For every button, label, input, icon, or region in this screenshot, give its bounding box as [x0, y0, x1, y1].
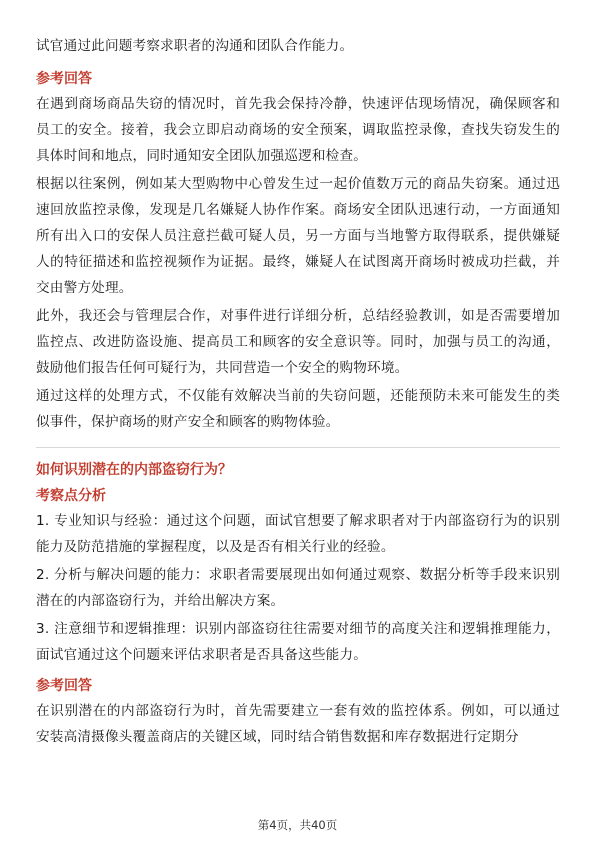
analysis-label: 考察点分析: [36, 488, 106, 504]
analysis-point: 3. 注意细节和逻辑推理：识别内部盗窃往往需要对细节的高度关注和逻辑推理能力，面试官通过这个问题来评估求职者是否具备这些能力。: [36, 621, 560, 663]
answer-paragraph: 根据以往案例，例如某大型购物中心曾发生过一起价值数万元的商品失窃案。通过迅速回放监控录像，发现是几名嫌疑人协作作案。商场安全团队迅速行动，一方面通知所有出入口的安保人员注意拦截可疑人员，另一方面与当地警方取得联系，提供嫌疑人的特征描述和监控视频作为证据。最终，嫌疑人在试图离开商场时被成功拦截，并交由警方处理。: [36, 176, 560, 296]
intro-text: 试官通过此问题考察求职者的沟通和团队合作能力。: [36, 38, 354, 54]
reference-answer-label: 参考回答: [36, 678, 92, 694]
page-content: [36, 33, 560, 752]
page-number: 第4页，共40页: [257, 818, 338, 832]
analysis-point: 1. 专业知识与经验：通过这个问题，面试官想要了解求职者对于内部盗窃行为的识别能力及防范措施的掌握程度，以及是否有相关行业的经验。: [36, 513, 560, 555]
reference-answer-label: 参考回答: [36, 71, 92, 87]
answer-paragraph: 此外，我还会与管理层合作，对事件进行详细分析，总结经验教训，如是否需要增加监控点、改进防盗设施、提高员工和顾客的安全意识等。同时，加强与员工的沟通，鼓励他们报告任何可疑行为，共同营造一个安全的购物环境。: [36, 308, 560, 376]
section-divider: [36, 447, 560, 448]
question-heading: 如何识别潜在的内部盗窃行为？: [36, 462, 232, 478]
answer-paragraph: 通过这样的处理方式，不仅能有效解决当前的失窃问题，还能预防未来可能发生的类似事件，保护商场的财产安全和顾客的购物体验。: [36, 388, 560, 430]
answer-paragraph: 在遇到商场商品失窃的情况时，首先我会保持冷静，快速评估现场情况，确保顾客和员工的安全。接着，我会立即启动商场的安全预案，调取监控录像，查找失窃发生的具体时间和地点，同时通知安全团队加强巡逻和检查。: [36, 96, 560, 164]
answer-paragraph: 在识别潜在的内部盗窃行为时，首先需要建立一套有效的监控体系。例如，可以通过安装高清摄像头覆盖商店的关键区域，同时结合销售数据和库存数据进行定期分: [36, 703, 560, 745]
analysis-point: 2. 分析与解决问题的能力：求职者需要展现出如何通过观察、数据分析等手段来识别潜在的内部盗窃行为，并给出解决方案。: [36, 567, 560, 609]
